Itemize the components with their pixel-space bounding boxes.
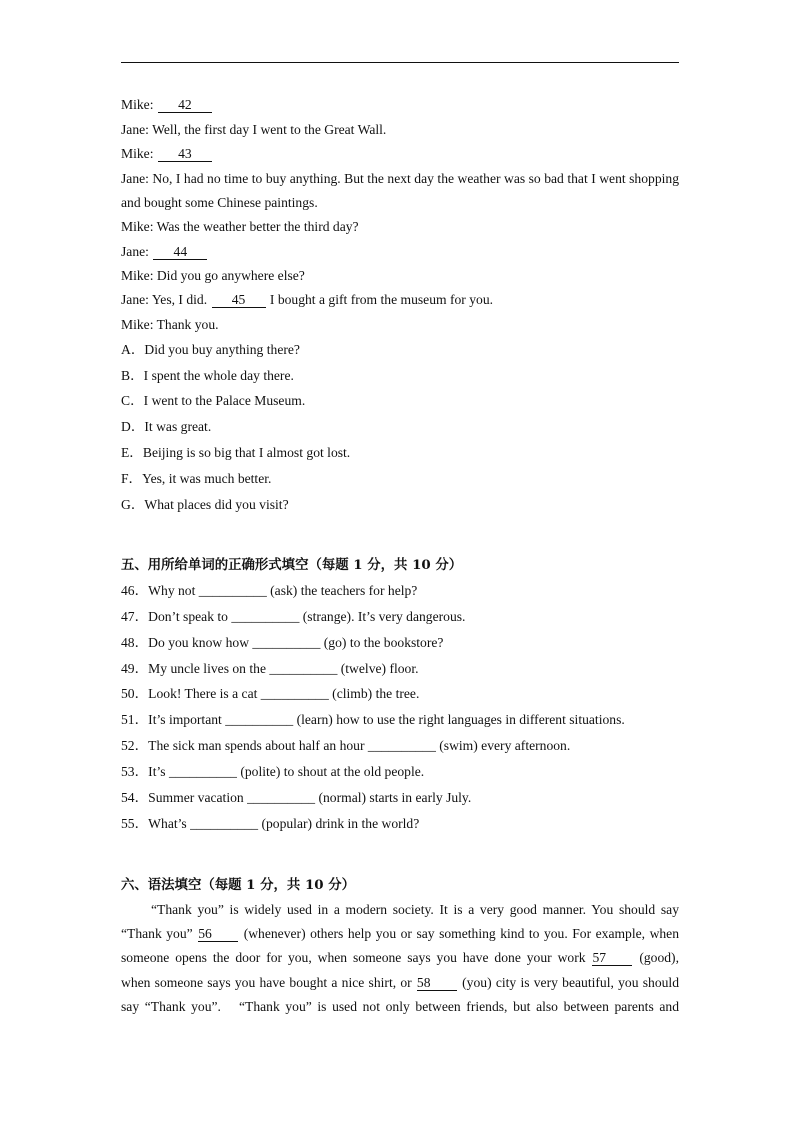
option-b: B．I spent the whole day there. [121, 368, 294, 383]
answer-blank-56[interactable]: 56 [198, 926, 238, 942]
fill-item-47: 47．Don’t speak to __________ (strange). It’s very dangerous. [121, 609, 466, 624]
passage-line: when someone says you have bought a nice shirt, or 58 (you) city is very beautiful, you should [121, 975, 679, 990]
option-f: F．Yes, it was much better. [121, 471, 272, 486]
answer-blank[interactable]: __________ [252, 635, 321, 650]
option-d: D．It was great. [121, 419, 212, 434]
option-a: A．Did you buy anything there? [121, 342, 300, 357]
dialogue-line: Jane: 44 [121, 243, 208, 261]
fill-item-53: 53．It’s __________ (polite) to shout at the old people. [121, 764, 425, 779]
fill-item-51: 51．It’s important __________ (learn) how to use the right languages in different situations. [121, 712, 625, 727]
dialogue-line: Jane: No, I had no time to buy anything. But the next day the weather was so bad that I went shopping [121, 171, 679, 186]
answer-blank[interactable]: __________ [269, 661, 338, 676]
answer-blank-45[interactable]: 45 [212, 292, 266, 308]
answer-blank[interactable]: __________ [198, 583, 267, 598]
passage-line: say “Thank you”. “Thank you” is used not only between friends, but also between parents and [121, 999, 679, 1014]
answer-blank[interactable]: __________ [225, 712, 294, 727]
section-5-heading: 五、用所给单词的正确形式填空（每题 1 分，共 10 分） [121, 557, 463, 573]
option-c: C．I went to the Palace Museum. [121, 393, 306, 408]
dialogue-line: Mike: 43 [121, 145, 213, 163]
dialogue-line: Jane: Well, the first day I went to the Great Wall. [121, 122, 387, 137]
fill-item-46: 46．Why not __________ (ask) the teachers for help? [121, 583, 418, 598]
dialogue-line: and bought some Chinese paintings. [121, 195, 318, 210]
passage-line: “Thank you” is widely used in a modern society. It is a very good manner. You should say [151, 902, 679, 917]
answer-blank[interactable]: __________ [168, 764, 237, 779]
answer-blank-57[interactable]: 57 [592, 950, 632, 966]
answer-blank-43[interactable]: 43 [158, 146, 212, 162]
dialogue-line: Mike: Did you go anywhere else? [121, 268, 305, 283]
option-e: E．Beijing is so big that I almost got lost. [121, 445, 351, 460]
fill-item-49: 49．My uncle lives on the __________ (twelve) floor. [121, 661, 419, 676]
dialogue-line: Mike: 42 [121, 96, 213, 114]
answer-blank-44[interactable]: 44 [153, 244, 207, 260]
top-rule [121, 62, 679, 63]
fill-item-50: 50．Look! There is a cat __________ (climb) the tree. [121, 686, 420, 701]
answer-blank[interactable]: __________ [190, 816, 259, 831]
answer-blank[interactable]: __________ [247, 790, 316, 805]
answer-blank[interactable]: __________ [260, 686, 329, 701]
fill-item-52: 52．The sick man spends about half an hour __________ (swim) every afternoon. [121, 738, 571, 753]
fill-item-54: 54．Summer vacation __________ (normal) starts in early July. [121, 790, 472, 805]
answer-blank-58[interactable]: 58 [417, 975, 457, 991]
answer-blank[interactable]: __________ [367, 738, 436, 753]
passage-line: “Thank you” 56 (whenever) others help you or say something kind to you. For example, when [121, 926, 680, 941]
answer-blank[interactable]: __________ [231, 609, 300, 624]
answer-blank-42[interactable]: 42 [158, 97, 212, 113]
dialogue-line: Jane: Yes, I did. 45 I bought a gift from the museum for you. [121, 292, 494, 307]
fill-item-48: 48．Do you know how __________ (go) to the bookstore? [121, 635, 444, 650]
fill-item-55: 55．What’s __________ (popular) drink in the world? [121, 816, 420, 831]
passage-line: someone opens the door for you, when someone says you have done your work 57 (good), [121, 950, 679, 965]
section-6-heading: 六、语法填空（每题 1 分，共 10 分） [121, 877, 356, 893]
dialogue-line: Mike: Was the weather better the third day? [121, 219, 359, 234]
dialogue-line: Mike: Thank you. [121, 317, 219, 332]
option-g: G．What places did you visit? [121, 497, 289, 512]
